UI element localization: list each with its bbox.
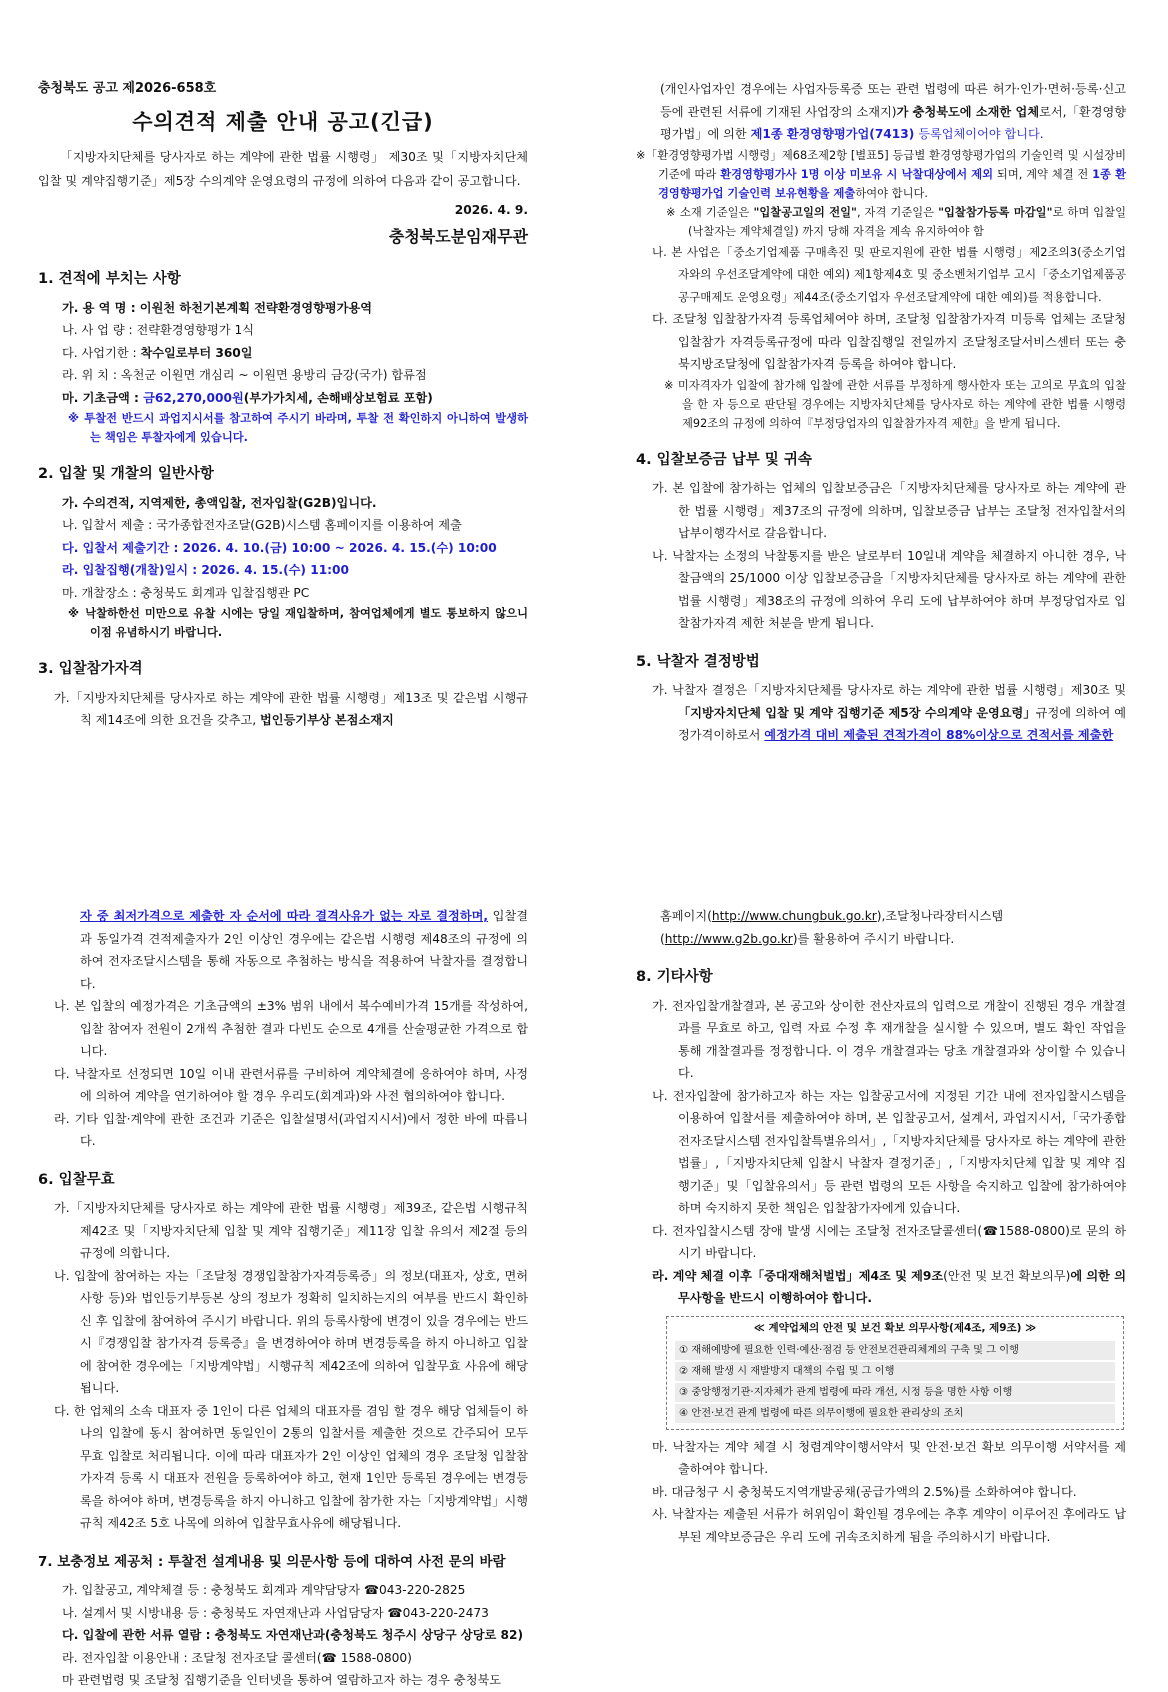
section-6-title: 6. 입찰무효 xyxy=(38,1171,115,1188)
safety-obligations-box xyxy=(666,1316,1124,1430)
s3-ga-law: 로서,「환경영향평가법」에 의한 xyxy=(660,104,1127,141)
s4-item-na: 나. 낙찰자는 소정의 낙찰통지를 받은 날로부터 10일내 계약을 체결하지 아니한 경우, 낙찰금액의 25/1000 이상 입찰보증금을「지방자치단체를 당사자로 하는 계약에 관한 법률 시행령」제38조의 규정에 의하여 우리 도에 납부하여야 하며 부정당업자로 입찰참가자격 제한 처분을 받게 됩니다. xyxy=(652,548,1126,630)
s3-item-da: 다. 조달청 입찰참가자격 등록업체여야 하며, 조달청 입찰참가자격 미등록 업체는 조달청입찰참가 자격등록규정에 따라 입찰집행일 전일까지 조달청조달서비스센터 또는 충북지방조달청에 입찰참가자격 등록을 하여야 합니다. xyxy=(652,312,1126,371)
section-1-title: 1. 견적에 부치는 사항 xyxy=(38,271,181,287)
s2-item-opening: 라. 입찰집행(개찰)일시 : 2026. 4. 15.(수) 11:00 xyxy=(62,563,350,577)
page2-left-column xyxy=(38,905,528,1692)
s3-note2-d: "입찰참가등록 마감일" xyxy=(938,205,1053,219)
s5-item-da: 다. 낙찰자로 선정되면 10일 이내 관련서류를 구비하여 계약체결에 응하여야 하며, 사정에 의하여 계약을 연기하여야 할 경우 우리도(회계과)와 사전 협의하여야 합니다. xyxy=(54,1066,528,1103)
intro-paragraph: 「지방자치단체를 당사자로 하는 계약에 관한 법률 시행령」 제30조 및「지방자치단체 입찰 및 계약집행기준」제5장 수의계약 운영요령의 규정에 의하여 다음과 같이 공고합니다. xyxy=(38,150,528,188)
s5-ga-standard: 「지방자치단체 입찰 및 계약 집행기준 제5장 수의계약 운영요령」 xyxy=(678,705,1036,720)
s3-note1-c: 되며, 계약 체결 전 xyxy=(993,167,1093,181)
s8-ra-a: 라. 계약 체결 이후「중대재해처벌법」제4조 및 제9조 xyxy=(652,1268,944,1283)
s4-item-ga: 가. 본 입찰에 참가하는 업체의 입찰보증금은「지방자치단체를 당사자로 하는 계약에 관한 법률 시행령」제37조의 규정에 의하며, 입찰보증금 납부는 조달청 전자입찰서의 납부이행각서로 갈음합니다. xyxy=(652,481,1126,540)
s8-item-ra xyxy=(636,1265,1126,1310)
s3-note1-e: 하여야 합니다. xyxy=(855,186,928,200)
s5-item-ra: 라. 기타 입찰·계약에 관한 조건과 기준은 입찰설명서(과업지시서)에서 정한 바에 따릅니다. xyxy=(54,1111,528,1148)
s3-note1-a: ※「환경영향평가법 시행령」제68조제2항 [별표5] 등급별 환경영향평가업의 기술인력 및 시설장비 기준에 따라 xyxy=(636,148,1126,181)
s7-item-ma-part1: 마 관련법령 및 조달청 집행기준을 인터넷을 통하여 열람하고자 하는 경우 충청북도 xyxy=(62,1673,502,1687)
s6-item-da: 다. 한 업체의 소속 대표자 중 1인이 다른 업체의 대표자를 겸임 할 경우 해당 업체들이 하나의 입찰에 동시 참여하면 동일인이 2통의 입찰서를 제출한 것으로 간주되어 모두 무효 입찰로 처리됩니다. 이에 따라 대표자가 2인 이상인 업체의 경우 조달청 입찰참가자격 등록 시 대표자 전원을 등록하여야 하고, 현재 1인만 등록된 경우에는 변경등록을 하여야 하며, 변경등록을 하지 아니하고 입찰에 참가한 자는「지방계약법」시행규칙 제42조 5호 나목에 의하여 입찰무효사유에 해당됩니다. xyxy=(54,1403,528,1530)
s1-base-price-label: 마. 기초금액 : xyxy=(62,390,144,405)
s3-item-ga-part1 xyxy=(38,687,528,732)
issuing-office: 충청북도분임재무관 xyxy=(388,226,528,246)
s1-base-price-value: 금62,270,000원 xyxy=(143,390,244,405)
s3-ga-end: 등록업체이어야 합니다. xyxy=(914,127,1044,141)
s3-note2-e: 로 하며 입찰일(낙찰자는 계약체결일) 까지 당해 자격을 계속 유지하여야 함 xyxy=(688,205,1127,238)
s5-item-ga-part2 xyxy=(38,905,528,995)
s3-note2-b: "입찰공고일의 전일" xyxy=(753,205,857,219)
s5-ga-law: 가. 낙찰자 결정은「지방자치단체를 당사자로 하는 계약에 관한 법률 시행령」제30조 및 xyxy=(652,683,1126,697)
s3-note2-c: , 자격 기준일은 xyxy=(856,205,939,219)
s3-note1-d: 1종 환경영향평가업 기술인력 보유현황을 제출 xyxy=(658,167,1126,200)
s7-item-ma-part2: 홈페이지(http://www.chungbuk.go.kr),조달청나라장터시스템(http://www.g2b.go.kr)를 활용하여 주시기 바랍니다. xyxy=(660,909,1004,946)
s5-item-ga-part1 xyxy=(636,679,1126,747)
s1-note: ※ 투찰전 반드시 과업지시서를 참고하여 주시기 바라며, 투찰 전 확인하지 아니하여 발생하는 책임은 투찰자에게 있습니다. xyxy=(68,412,528,444)
s3-ga-individual-cont: (개인사업자인 경우에는 사업자등록증 또는 관련 법령에 따른 허가·인가·면허·등록·신고 등에 관련된 서류에 기재된 사업장의 소재지) xyxy=(660,82,1126,119)
s1-base-price-note: (부가가치세, 손해배상보험료 포함) xyxy=(243,390,433,405)
s3-note-2 xyxy=(636,203,1126,241)
box-item-2: ② 재해 발생 시 재발방지 대책의 수립 및 그 이행 xyxy=(675,1362,1115,1381)
s1-period-value: 착수일로부터 360일 xyxy=(140,345,253,360)
s8-item-ma: 마. 낙찰자는 계약 체결 시 청렴계약이행서약서 및 안전·보건 확보 의무이행 서약서를 제출하여야 합니다. xyxy=(652,1439,1126,1476)
s2-item-type: 가. 수의견적, 지역제한, 총액입찰, 전자입찰(G2B)입니다. xyxy=(62,495,377,510)
s2-item-period: 다. 입찰서 제출기간 : 2026. 4. 10.(금) 10:00 ~ 2026. 4. 15.(수) 10:00 xyxy=(62,540,497,555)
s7-item-ra: 라. 전자입찰 이용안내 : 조달청 전자조달 콜센터(☎ 1588-0800) xyxy=(62,1650,412,1665)
s3-note-1 xyxy=(636,146,1126,203)
s3-ga-text: 가.「지방자치단체를 당사자로 하는 계약에 관한 법률 시행령」제13조 및 같은법 시행규칙 제14조에 의한 요건을 갖추고, xyxy=(54,690,528,727)
s8-item-ba: 바. 대금청구 시 충청북도지역개발공채(공급가액의 2.5%)를 소화하여야 합니다. xyxy=(652,1484,1077,1499)
s3-note-3: ※ 미자격자가 입찰에 참가해 입찰에 관한 서류를 부정하게 행사한자 또는 고의로 무효의 입찰을 한 자 등으로 판단될 경우에는 지방자치단체를 당사자로 하는 계약에 관한 법률 시행령 제92조의 규정에 의하여『부정당업자의 입찰참가자격 제한』을 받게 됩니다. xyxy=(664,378,1126,430)
s8-ra-c: 에 의한 의무사항을 반드시 이행하여야 합니다. xyxy=(678,1268,1126,1305)
s7-item-na: 나. 설계서 및 시방내용 등 : 충청북도 자연재난과 사업담당자 ☎043-220-2473 xyxy=(62,1605,489,1620)
s8-ra-b: (안전 및 보건 확보의무) xyxy=(943,1268,1071,1283)
box-item-1: ① 재해예방에 필요한 인력·예산·점검 등 안전보건관리체계의 구축 및 그 이행 xyxy=(675,1341,1115,1360)
s3-ga-license: 제1종 환경영향평가업(7413) xyxy=(750,127,915,141)
s3-ga-location: 가 충청북도에 소재한 업체 xyxy=(896,104,1040,119)
section-2-title: 2. 입찰 및 개찰의 일반사항 xyxy=(38,466,214,482)
s1-item-location: 라. 위 치 : 옥천군 이원면 개심리 ~ 이원면 용방리 금강(국가) 합류점 xyxy=(62,368,427,382)
section-5-title: 5. 낙찰자 결정방법 xyxy=(636,653,760,670)
s1-item-base-price xyxy=(38,387,528,410)
s5-item-na: 나. 본 입찰의 예정가격은 기초금액의 ±3% 범위 내에서 복수예비가격 15개를 작성하여, 입찰 참여자 전원이 2개씩 추첨한 결과 다빈도 순으로 4개를 산술평균한 가격으로 합니다. xyxy=(54,999,528,1058)
s8-item-sa: 사. 낙찰자는 제출된 서류가 허위임이 확인될 경우에는 추후 계약이 이루어진 후에라도 납부된 계약보증금은 우리 도에 귀속조치하게 됨을 주의하시기 바랍니다. xyxy=(652,1507,1126,1544)
s3-note1-b: 환경영향평가사 1명 이상 미보유 시 낙찰대상에서 제외 xyxy=(720,167,994,181)
s5-ga-criteria-start: 예정가격 대비 제출된 견적가격이 88%이상으로 견적서를 제출한 xyxy=(764,728,1114,742)
g2b-link[interactable]: http://www.g2b.go.kr xyxy=(664,931,793,946)
box-title: ≪ 계약업체의 안전 및 보건 확보 의무사항(제4조, 제9조) ≫ xyxy=(753,1321,1037,1334)
s3-note2-a: ※ 소재 기준일은 xyxy=(666,205,754,219)
s3-ga-head-office: 법인등기부상 본점소재지 xyxy=(260,713,394,727)
s3-item-ga-part2 xyxy=(636,78,1126,146)
s6-item-na: 나. 입찰에 참여하는 자는「조달청 경쟁입찰참가자격등록증」의 정보(대표자, 상호, 면허사항 등)와 법인등기부등본 상의 정보가 정확히 일치하는지의 여부를 반드시 확인하신 후 입찰에 참여하여 주시기 바랍니다. 위의 등록사항에 변경이 있을 경우에는 반드시『경쟁입찰 참가자격 등록증』을 변경하여야 하며 변경등록을 하지 아니하고 입찰에 참여한 경우에는「지방계약법」시행규칙 제42조에 의하여 입찰무효 사유에 해당됩니다. xyxy=(54,1268,528,1395)
s6-item-ga: 가.「지방자치단체를 당사자로 하는 계약에 관한 법률 시행령」제39조, 같은법 시행규칙 제42조 및「지방자치단체 입찰 및 계약 집행기준」제11장 입찰 유의서 제2절 등의 규정에 의합니다. xyxy=(54,1201,528,1260)
s1-item-volume: 나. 사 업 량 : 전략환경영향평가 1식 xyxy=(62,323,255,337)
s3-item-na: 나. 본 사업은「중소기업제품 구매촉진 및 판로지원에 관한 법률 시행령」제2조의3(중소기업자와의 우선조달계약에 대한 예외) 제1항제4호 및 중소벤처기업부 고시「중소기업제품공공구매제도 운영요령」제44조(중소기업자 우선조달계약에 대한 예외)를 적용합니다. xyxy=(652,244,1126,304)
s8-item-da: 다. 전자입찰시스템 장애 발생 시에는 조달청 전자조달콜센터(☎1588-0800)로 문의 하시기 바랍니다. xyxy=(652,1223,1126,1260)
s2-note: ※ 낙찰하한선 미만으로 유찰 시에는 당일 재입찰하며, 참여업체에게 별도 통보하지 않으니 이점 유념하시기 바랍니다. xyxy=(68,607,528,639)
section-7-title: 7. 보충정보 제공처 : 투찰전 설계내용 및 의문사항 등에 대하여 사전 문의 바람 xyxy=(38,1553,506,1570)
page-title: 수의견적 제출 안내 공고(긴급) xyxy=(132,109,434,134)
page1-left-column xyxy=(38,78,528,732)
s5-ga-tie: 입찰결과 동일가격 견적제출자가 2인 이상인 경우에는 같은법 시행령 제48조의 규정에 의하여 전자조달시스템을 통해 자동으로 추첨하는 방식을 적용하여 낙찰자를 결정합니다. xyxy=(80,909,528,991)
chungbuk-link[interactable]: http://www.chungbuk.go.kr xyxy=(711,909,877,923)
s5-ga-criteria-end: 자 중 최저가격으로 제출한 자 순서에 따라 결격사유가 없는 자로 결정하며, xyxy=(80,909,489,923)
s8-item-ga: 가. 전자입찰개찰결과, 본 공고와 상이한 전산자료의 입력으로 개찰이 진행된 경우 개찰결과를 무효로 하고, 입력 자료 수정 후 재개찰을 실시할 수 있으며, 별도 확인 작업을 통해 개찰결과를 정정합니다. 이 경우 개찰결과는 당초 개찰결과와 상이할 수 있습니다. xyxy=(652,998,1126,1080)
s1-item-service: 가. 용 역 명 : 이원천 하천기본계획 전략환경영향평가용역 xyxy=(62,300,372,315)
s2-item-place: 마. 개찰장소 : 충청북도 회계과 입찰집행관 PC xyxy=(62,585,310,600)
page1-right-column xyxy=(636,78,1126,747)
notice-number: 충청북도 공고 제2026-658호 xyxy=(38,81,217,96)
s7-item-ga: 가. 입찰공고, 계약체결 등 : 충청북도 회계과 계약담당자 ☎043-220-2825 xyxy=(62,1583,466,1597)
s1-item-period: 다. 사업기한 : 착수일로부터 360일 xyxy=(62,345,253,360)
s2-item-submission: 나. 입찰서 제출 : 국가종합전자조달(G2B)시스템 홈페이지를 이용하여 제출 xyxy=(62,518,462,532)
s8-item-na: 나. 전자입찰에 참가하고자 하는 자는 입찰공고서에 지정된 기간 내에 전자입찰시스템을 이용하여 입찰서를 제출하여야 하며, 본 입찰공고서, 설계서, 과업지시서,「국가종합전자조달시스템 전자입찰특별유의서」,「지방자치단체를 당사자로 하는 계약에 관한 법률」,「지방자치단체 입찰시 낙찰자 결정기준」,「지방자치단체 입찰 및 계약 집행기준」및「입찰유의서」등 관련 법령의 모든 사항을 숙지하고 입찰에 참가하여야 하며 숙지하지 못한 책임은 입찰참가자에게 있습니다. xyxy=(652,1088,1126,1215)
notice-date: 2026. 4. 9. xyxy=(454,203,528,217)
page2-right-column xyxy=(636,905,1126,1548)
box-item-4: ④ 안전·보건 관계 법령에 따른 의무이행에 필요한 관리상의 조치 xyxy=(675,1404,1115,1423)
section-8-title: 8. 기타사항 xyxy=(636,969,713,985)
s7-item-da: 다. 입찰에 관한 서류 열람 : 충청북도 자연재난과(충청북도 청주시 상당구 상당로 82) xyxy=(62,1628,524,1642)
box-item-3: ③ 중앙행정기관·지자체가 관계 법령에 따라 개선, 시정 등을 명한 사항 이행 xyxy=(675,1383,1115,1402)
section-4-title: 4. 입찰보증금 납부 및 귀속 xyxy=(636,451,812,468)
section-3-title: 3. 입찰참가자격 xyxy=(38,661,143,677)
s5-ga-below: 규정에 의하여 예정가격이하로서 xyxy=(678,705,1126,742)
